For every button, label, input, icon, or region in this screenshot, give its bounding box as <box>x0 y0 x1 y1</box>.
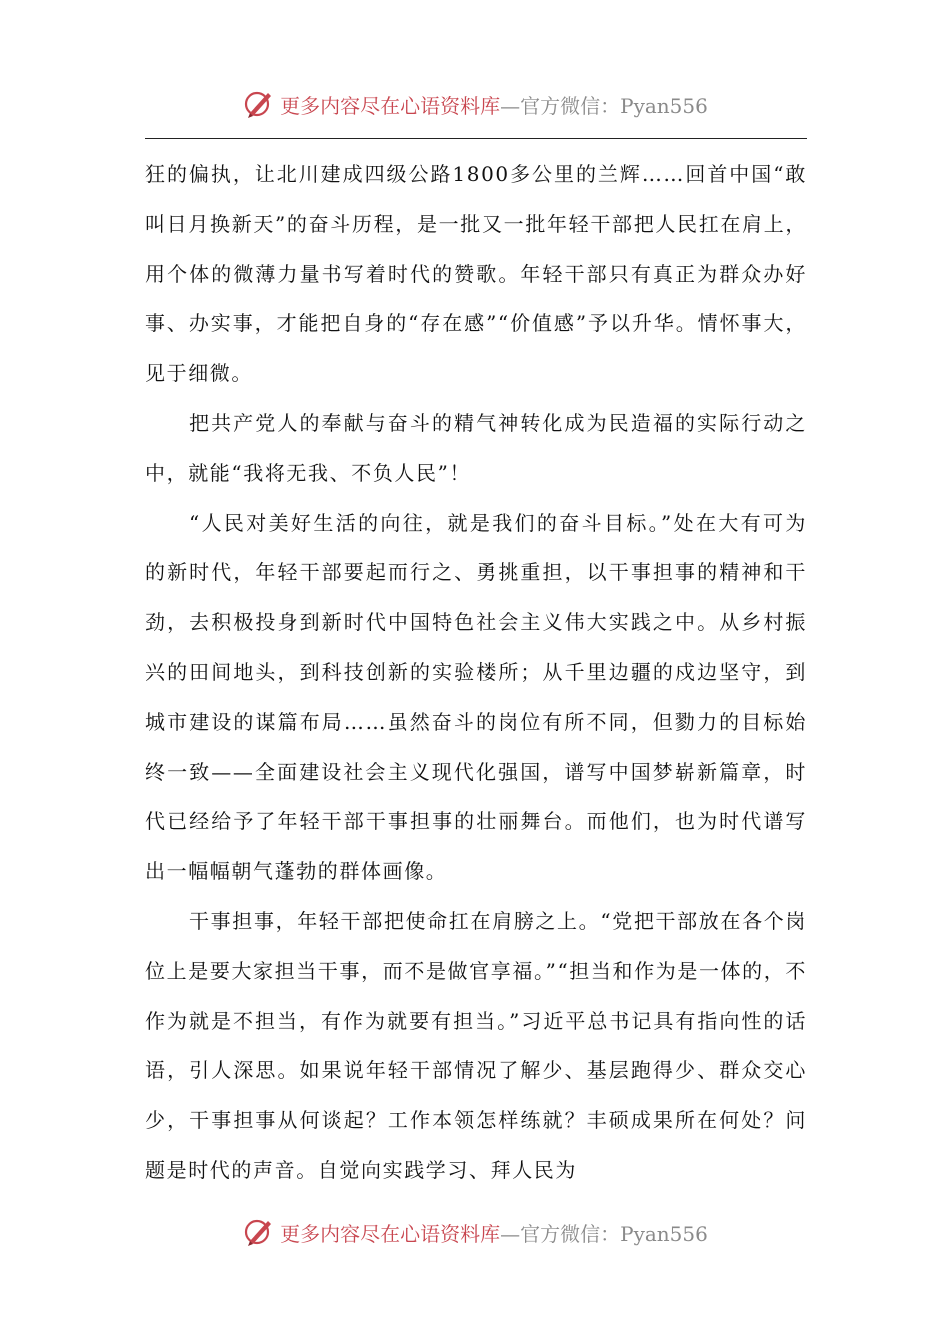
footer-banner-red: 更多内容尽在心语资料库 <box>280 1221 501 1246</box>
pen-logo-icon <box>242 87 276 121</box>
header-banner-red: 更多内容尽在心语资料库 <box>280 93 501 118</box>
body-text <box>145 150 807 1196</box>
paragraph-2: 把共产党人的奉献与奋斗的精气神转化成为民造福的实际行动之中，就能“我将无我、不负人民”！ <box>145 410 807 485</box>
paragraph-4: 干事担事，年轻干部把使命扛在肩膀之上。“党把干部放在各个岗位上是要大家担当干事，而不是做官享福。”“担当和作为是一体的，不作为就是不担当，有作为就要有担当。”习近平总书记具有指向性的话语，引人深思。如果说年轻干部情况了解少、基层跑得少、群众交心少，干事担事从何谈起？工作本领怎样练就？丰硕成果所在何处？问题是时代的声音。自觉向实践学习、拜人民为 <box>145 908 807 1182</box>
footer-banner-gray: —官方微信：Pyan556 <box>500 1221 708 1246</box>
pen-logo-icon <box>242 1215 276 1249</box>
paragraph-3: “人民对美好生活的向往，就是我们的奋斗目标。”处在大有可为的新时代，年轻干部要起而行之、勇挑重担，以干事担事的精神和干劲，去积极投身到新时代中国特色社会主义伟大实践之中。从乡村振兴的田间地头，到科技创新的实验楼所；从千里边疆的戍边坚守，到城市建设的谋篇布局……虽然奋斗的岗位有所不同，但勠力的目标始终一致——全面建设社会主义现代化强国，谱写中国梦崭新篇章，时代已经给予了年轻干部干事担事的壮丽舞台。而他们，也为时代谱写出一幅幅朝气蓬勃的群体画像。 <box>145 510 807 884</box>
paragraph-1: 狂的偏执，让北川建成四级公路1800多公里的兰辉……回首中国“敢叫日月换新天”的奋斗历程，是一批又一批年轻干部把人民扛在肩上，用个体的微薄力量书写着时代的赞歌。年轻干部只有真正为群众办好事、办实事，才能把自身的“存在感”“价值感”予以升华。情怀事大，见于细微。 <box>145 162 807 386</box>
header-banner-text <box>280 90 708 119</box>
footer-banner <box>0 1212 950 1252</box>
footer-banner-text <box>280 1218 708 1247</box>
header-divider <box>145 138 807 139</box>
header-banner <box>0 84 950 124</box>
header-banner-gray: —官方微信：Pyan556 <box>500 93 708 118</box>
